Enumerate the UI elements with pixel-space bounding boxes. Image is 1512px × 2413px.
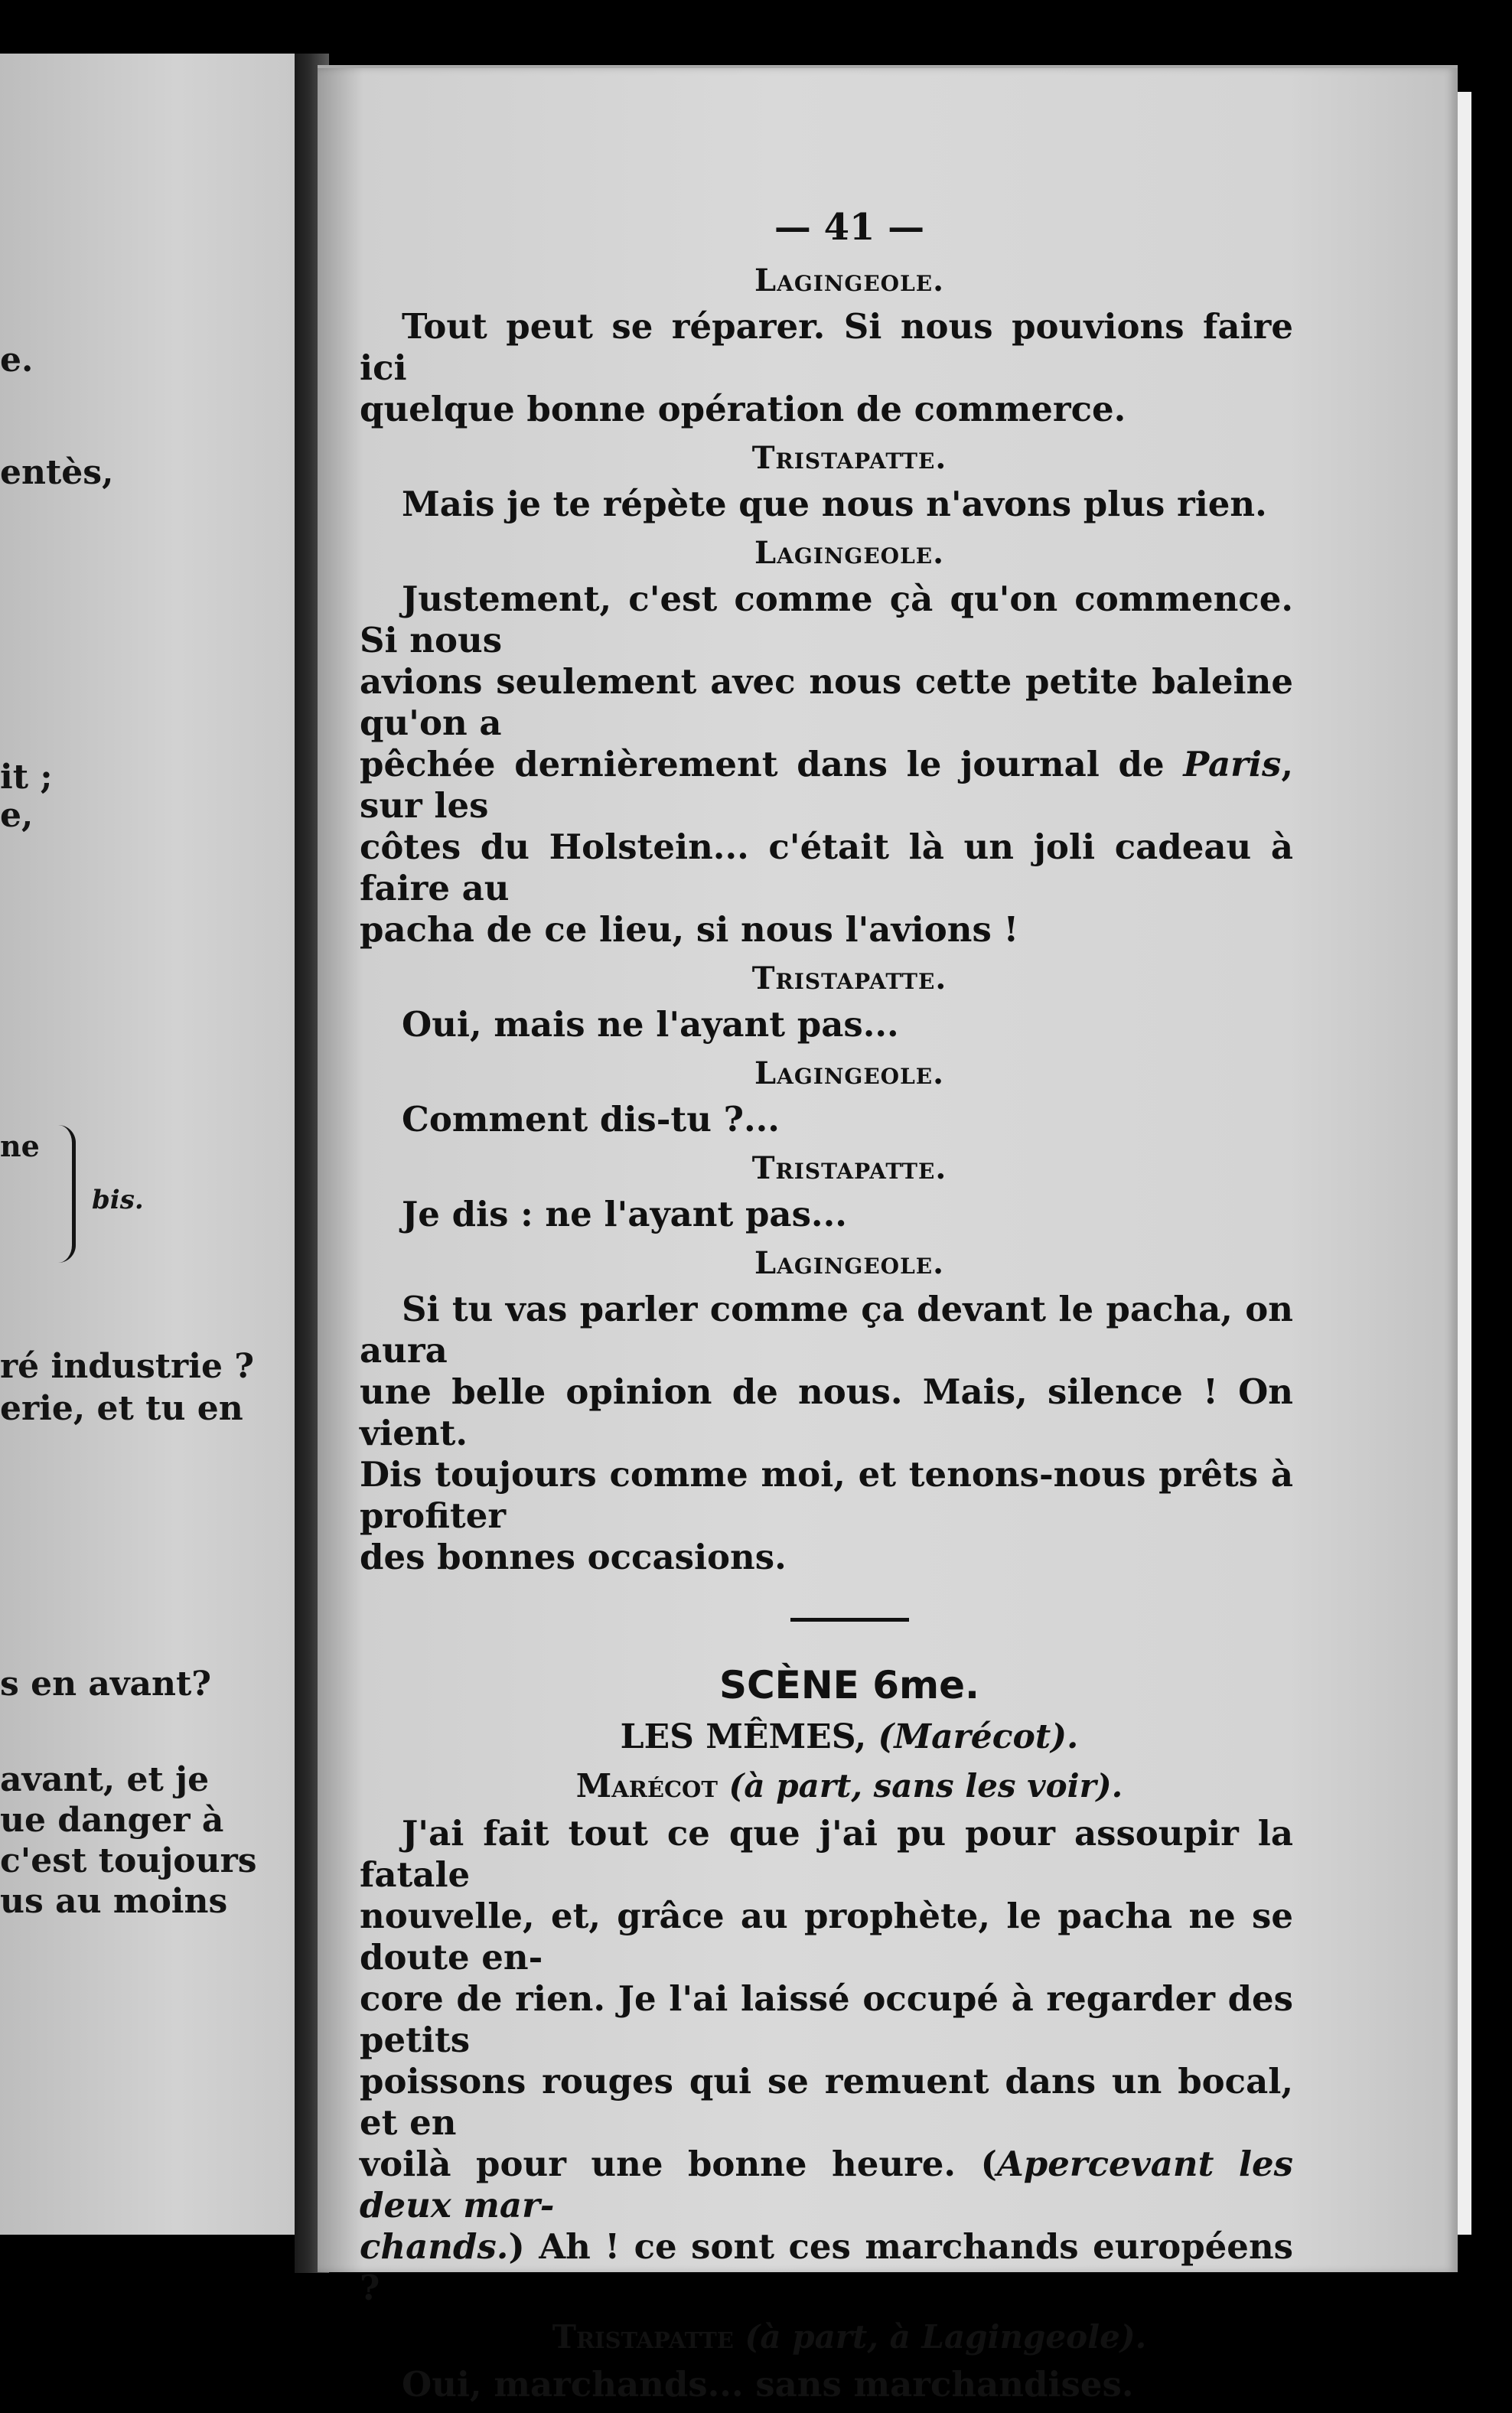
speech-line: quelque bonne opération de commerce. <box>360 389 1126 429</box>
characters-paren: (Marécot). <box>878 1717 1079 1756</box>
speech-line: Si tu vas parler comme ça devant le pacha, on aura <box>360 1289 1293 1371</box>
speech-line: pêchée dernièrement dans le journal de Paris, sur les <box>360 744 1293 826</box>
stage-direction: (à part, à Lagingeole). <box>745 2318 1147 2356</box>
speaker-name: Tristapatte. <box>751 960 947 996</box>
speech-line: Oui, mais ne l'ayant pas... <box>402 1004 899 1045</box>
speech-line: Mais je te répète que nous n'avons plus rien. <box>402 484 1267 524</box>
page-number: — 41 — <box>774 206 925 249</box>
verse-brace <box>58 1125 76 1263</box>
previous-page-fragment <box>0 54 295 2235</box>
characters-label: LES MÊMES, <box>620 1717 867 1756</box>
section-divider <box>790 1618 909 1622</box>
speech <box>360 2364 1293 2405</box>
speech-line: des bonnes occasions. <box>360 1537 787 1577</box>
speech <box>360 1004 1293 1045</box>
left-fragment: c'est toujours <box>0 1841 257 1880</box>
speaker-name: Lagingeole. <box>754 1055 945 1091</box>
left-fragment: erie, et tu en <box>0 1389 243 1428</box>
speech-line: Tout peut se réparer. Si nous pouvions faire ici <box>360 306 1293 388</box>
left-fragment: ne <box>0 1129 40 1163</box>
speech-line: core de rien. Je l'ai laissé occupé à regarder des petits <box>360 1978 1293 2060</box>
left-fragment: avant, et je <box>0 1760 210 1799</box>
left-fragment: s en avant? <box>0 1665 212 1704</box>
speech-line: côtes du Holstein... c'était là un joli cadeau à faire au <box>360 827 1293 908</box>
left-fragment: us au moins <box>0 1882 228 1921</box>
speaker-name: Lagingeole. <box>754 262 945 298</box>
left-fragment: ue danger à <box>0 1801 224 1840</box>
speech <box>360 1194 1293 1235</box>
stage-speaker <box>360 1766 1293 1807</box>
speaker-name: Marécot <box>575 1767 718 1805</box>
speech <box>360 484 1293 525</box>
speech-line: Justement, c'est comme çà qu'on commence. Si nous <box>360 579 1293 660</box>
speech-line: Oui, marchands... sans marchandises. <box>402 2364 1134 2405</box>
left-fragment: e, <box>0 796 34 835</box>
speaker-name: Lagingeole. <box>754 535 945 571</box>
speech-line: Je dis : ne l'ayant pas... <box>402 1194 847 1234</box>
page-edge <box>1458 92 1471 2235</box>
speech-line: Dis toujours comme moi, et tenons-nous prêts à profiter <box>360 1454 1293 1536</box>
speech-line: pacha de ce lieu, si nous l'avions ! <box>360 909 1019 950</box>
stage-speaker <box>360 2317 1293 2358</box>
speech-line: une belle opinion de nous. Mais, silence ! On vient. <box>360 1371 1293 1453</box>
scene-characters <box>360 1717 1293 1758</box>
speech-line: nouvelle, et, grâce au prophète, le pacha ne se doute en- <box>360 1896 1293 1978</box>
speech-line: avions seulement avec nous cette petite baleine qu'on a <box>360 661 1293 743</box>
speaker-name: Tristapatte. <box>751 440 947 476</box>
speech <box>360 306 1293 430</box>
speech <box>360 1813 1293 2309</box>
speech <box>360 1099 1293 1140</box>
speech-line: Comment dis-tu ?... <box>402 1099 780 1140</box>
speaker-name: Lagingeole. <box>754 1245 945 1281</box>
speech-line: voilà pour une bonne heure. (Apercevant les deux mar- <box>360 2144 1293 2226</box>
left-fragment: bis. <box>92 1185 144 1215</box>
left-fragment: entès, <box>0 453 114 492</box>
stage-direction: (à part, sans les voir). <box>728 1767 1123 1805</box>
speech-line: chands.) Ah ! ce sont ces marchands européens ? <box>360 2226 1293 2308</box>
scene-title: SCÈNE 6me. <box>719 1663 980 1707</box>
speech-line: J'ai fait tout ce que j'ai pu pour assoupir la fatale <box>360 1813 1293 1895</box>
left-fragment: it ; <box>0 758 53 797</box>
page-text <box>360 207 1293 2413</box>
speaker-name: Tristapatte <box>552 2318 734 2356</box>
left-fragment: ré industrie ? <box>0 1347 255 1386</box>
speech <box>360 579 1293 951</box>
speech <box>360 1289 1293 1578</box>
left-fragment: e. <box>0 341 34 380</box>
speaker-name: Tristapatte. <box>751 1150 947 1186</box>
speech-line: poissons rouges qui se remuent dans un bocal, et en <box>360 2061 1293 2143</box>
